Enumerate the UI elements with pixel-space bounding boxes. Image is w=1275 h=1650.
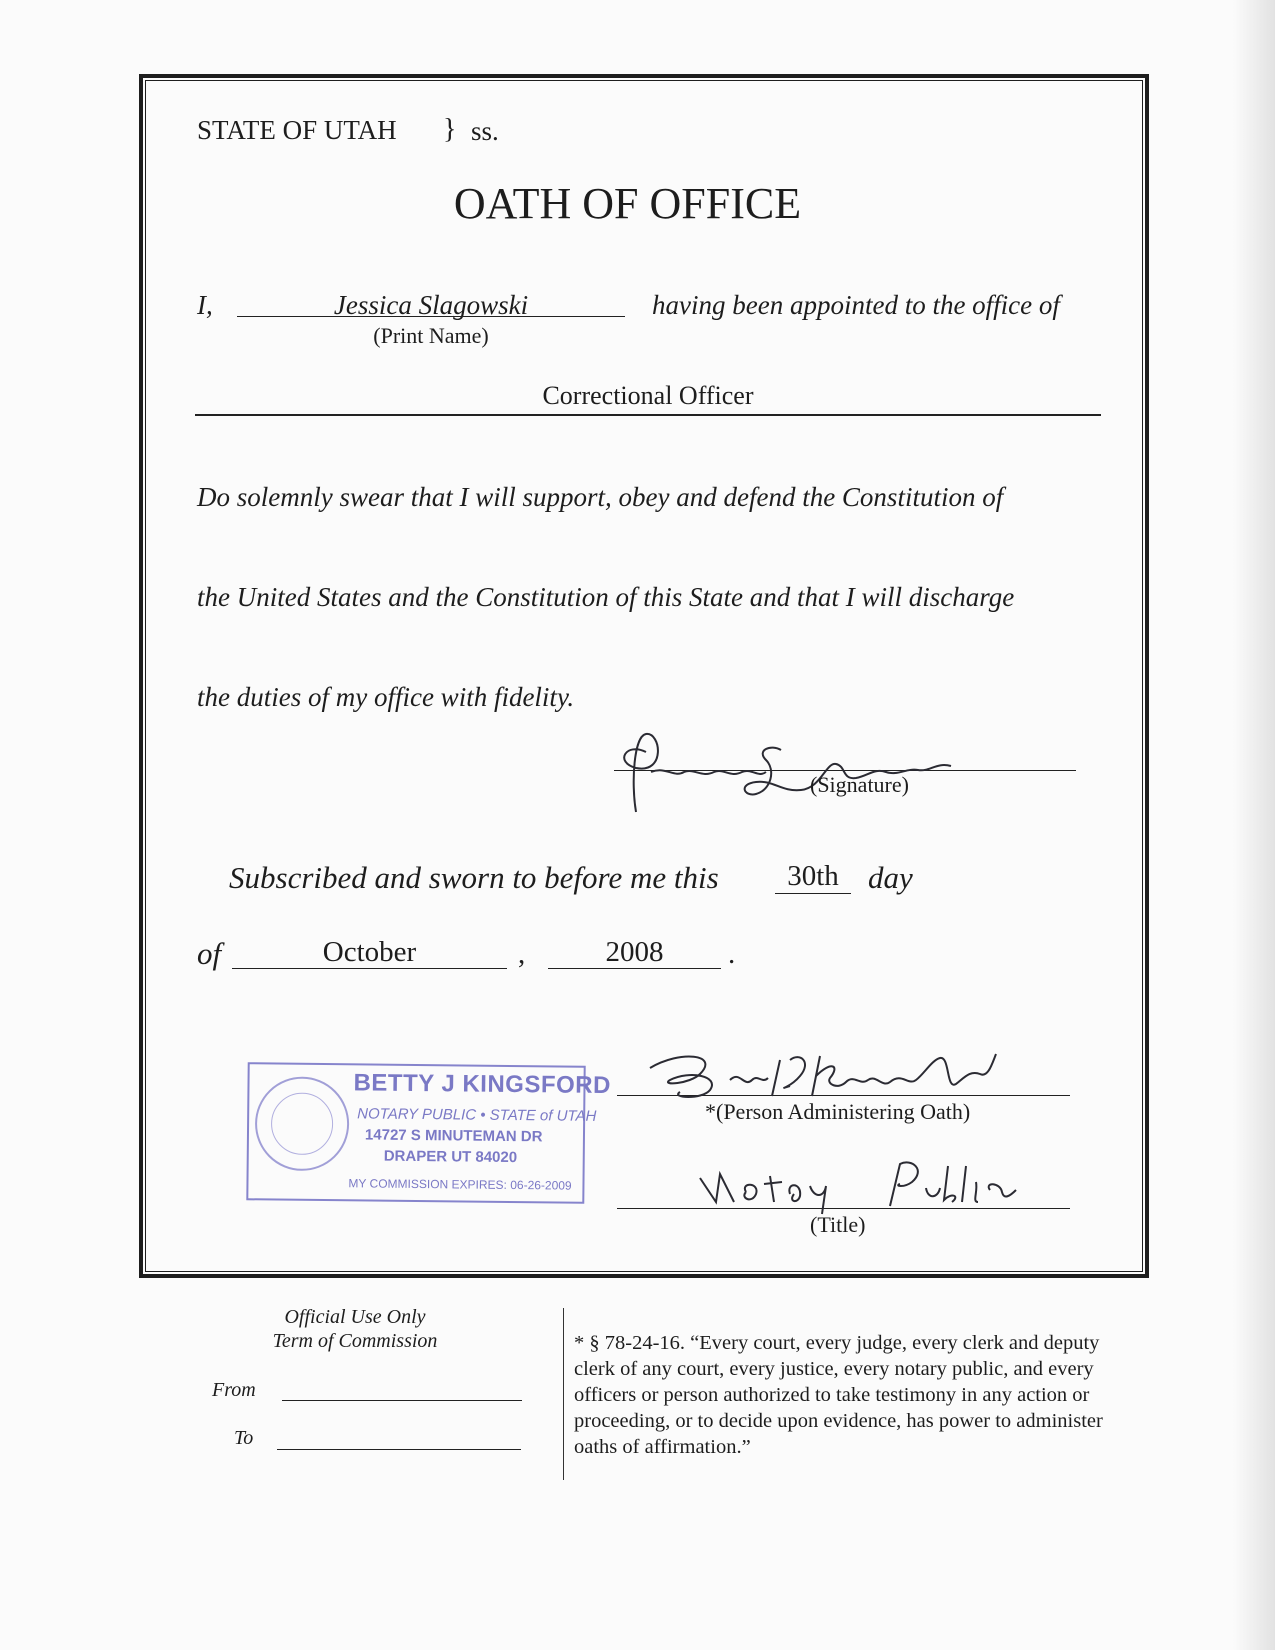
year-underline bbox=[548, 968, 721, 969]
office-title: Correctional Officer bbox=[542, 381, 754, 410]
stamp-address-1: 14727 S MINUTEMAN DR bbox=[364, 1126, 543, 1146]
ss-label: ss. bbox=[471, 116, 499, 146]
day-word: day bbox=[868, 860, 913, 895]
section-divider bbox=[563, 1308, 564, 1480]
appointee-name: Jessica Slagowski bbox=[333, 290, 529, 320]
name-caption: (Print Name) bbox=[373, 323, 489, 348]
page-edge-shadow bbox=[1233, 0, 1275, 1650]
sworn-day: 30th bbox=[787, 860, 839, 892]
day-underline bbox=[775, 893, 851, 894]
from-label: From bbox=[212, 1379, 256, 1401]
stamp-commission: MY COMMISSION EXPIRES: 06-26-2009 bbox=[348, 1176, 572, 1193]
oath-prefix: I, bbox=[197, 290, 213, 320]
period-glyph: . bbox=[728, 938, 736, 970]
oath-line-1: Do solemnly swear that I will support, obey and defend the Constitution of bbox=[197, 482, 1004, 512]
oath-line-3: the duties of my office with fidelity. bbox=[197, 682, 575, 712]
stamp-name: BETTY J KINGSFORD bbox=[353, 1069, 612, 1100]
to-label: To bbox=[234, 1427, 254, 1449]
title-caption: (Title) bbox=[810, 1212, 866, 1237]
notary-stamp bbox=[246, 1062, 612, 1204]
name-underline bbox=[237, 316, 625, 317]
sworn-month: October bbox=[322, 936, 417, 968]
term-of-commission-heading: Term of Commission bbox=[272, 1330, 438, 1352]
handwritten-title-notary-public bbox=[690, 1152, 1070, 1222]
applicant-signature-handwriting bbox=[606, 722, 1006, 822]
statute-footnote: * § 78-24-16. “Every court, every judge, every clerk and deputy clerk of any court, every justice, every notary public, and every officers or person authorized to take testimony in any action or proceeding, or to decide upon evidence, has power to administer oaths of affirmation.” bbox=[574, 1332, 1103, 1458]
from-field[interactable] bbox=[282, 1400, 522, 1401]
administrator-caption: *(Person Administering Oath) bbox=[705, 1099, 971, 1124]
sworn-text: Subscribed and sworn to before me this bbox=[229, 860, 719, 895]
sworn-year: 2008 bbox=[605, 936, 664, 968]
of-word: of bbox=[197, 936, 222, 971]
oath-line-2: the United States and the Constitution of this State and that I will discharge bbox=[197, 582, 1015, 612]
state-label: STATE OF UTAH bbox=[197, 115, 397, 145]
bracket-glyph: } bbox=[443, 114, 457, 145]
signature-caption: (Signature) bbox=[810, 772, 909, 797]
appointed-text: having been appointed to the office of bbox=[652, 290, 1060, 320]
stamp-address-2: DRAPER UT 84020 bbox=[383, 1147, 518, 1167]
stamp-title: NOTARY PUBLIC • STATE of UTAH bbox=[357, 1105, 597, 1125]
official-use-heading: Official Use Only bbox=[284, 1306, 426, 1328]
page-title: OATH OF OFFICE bbox=[453, 179, 802, 228]
state-seal-icon bbox=[255, 1076, 350, 1171]
comma-glyph: , bbox=[518, 938, 526, 970]
month-underline bbox=[232, 968, 507, 969]
office-underline bbox=[195, 414, 1101, 416]
to-field[interactable] bbox=[277, 1449, 521, 1450]
